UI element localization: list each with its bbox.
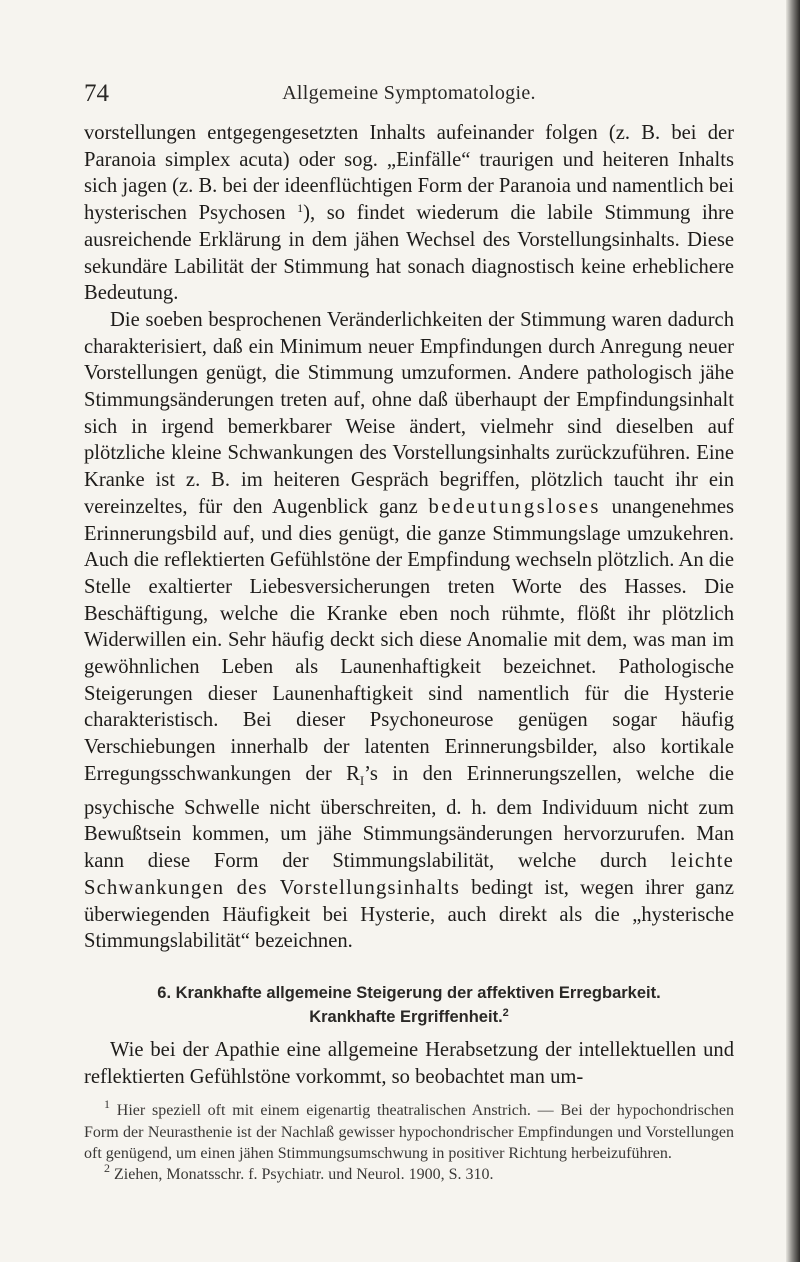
running-title: Allgemeine Symptomatologie. (282, 82, 536, 104)
footnotes (84, 1097, 735, 1185)
footnote-ref: 1 (297, 201, 304, 216)
paragraph: vorstellungen entgegengesetzten Inhalts aufeinander folgen (z. B. bei der Paranoia simplex acuta) oder sog. „Einfälle“ traurigen und heiteren Inhalts sich jagen (z. B. bei der ideenflüchtigen Form der Paranoia und namentlich bei hysterischen Psychosen $^1$), so findet wiederum die labile Stimmung ihre ausreichende Erklärung in dem jähen Wechsel des Vorstellungsinhalts. Diese sekundäre Labilität der Stimmung hat sonach diagnostisch keine erheblichere Bedeutung. (84, 122, 735, 305)
footnote: $^1$ Hier speziell oft mit einem eigenartig theatralischen Anstrich. — Bei der hypochondrischen Form der Neurasthenie ist der Nachlaß gewisser hypochondrischer Empfindungen und Vorstellungen oft genügend, um einen jähen Stimmungsumschwung in positiver Richtung herbeizuführen. (84, 1097, 735, 1162)
subscript: I (359, 772, 365, 788)
footnote: $^2$ Ziehen, Monatsschr. f. Psychiatr. und Neurol. 1900, S. 310. (104, 1161, 494, 1184)
page-edge-shadow (786, 0, 800, 1262)
section-heading: 6. Krankhafte allgemeine Steigerung der affektiven Erregbarkeit. Krankhafte Ergriffenheit.$^2$ (157, 983, 661, 1026)
page-number: 74 (84, 80, 109, 107)
emphasis-spaced: leichte Schwankungen des Vorstellungsinhalts (84, 850, 734, 899)
footnote-ref: 2 (502, 1006, 509, 1019)
paragraph: Wie bei der Apathie eine allgemeine Herabsetzung der intellektuellen und reflektierten Gefühlstöne vorkommt, so beobachtet man um- (84, 1038, 734, 1088)
main-text (84, 120, 734, 1186)
paragraph: Die soeben besprochenen Veränderlichkeiten der Stimmung waren dadurch charakterisiert, daß ein Minimum neuer Empfindungen durch Anregung neuer Vorstellungen genügt, die Stimmung umzuformen. Andere pathologisch jähe Stimmungsänderungen treten auf, ohne daß überhaupt der Empfindungsinhalt sich in irgend bemerkbarer Weise ändert, vielmehr sind dieselben auf plötzliche kleine Schwankungen des Vorstellungsinhalts zurückzuführen. Eine Kranke ist z. B. im heiteren Gespräch begriffen, plötzlich taucht ihr ein vereinzeltes, für den Augenblick ganz bedeutungsloses unangenehmes Erinnerungsbild auf, und dies genügt, die ganze Stimmungslage umzukehren. Auch die reflektierten Gefühlstöne der Empfindung wechseln plötzlich. An die Stelle exaltierter Liebesversicherungen treten Worte des Hasses. Die Beschäftigung, welche die Kranke eben noch rühmte, flößt ihr plötzlich Widerwillen ein. Sehr häufig deckt sich diese Anomalie mit dem, was man im gewöhnlichen Leben als Launenhaftigkeit bezeichnet. Pathologische Steigerungen dieser Launenhaftigkeit sind namentlich für die Hysterie charakteristisch. Bei dieser Psychoneurose genügen sogar häufig Verschiebungen innerhalb der latenten Erinnerungsbilder, also kortikale Erregungsschwankungen der $R_I’s$ in den Erinnerungszellen, welche die psychische Schwelle nicht überschreiten, d. h. dem Individuum nicht zum Bewußtsein kommen, um jähe Stimmungsänderungen hervorzurufen. Man kann diese Form der Stimmungslabilität, welche durch leichte Schwankungen des Vorstellungsinhalts bedingt ist, wegen ihrer ganz überwiegenden Häufigkeit bei Hysterie, auch direkt als die „hysterische Stimmungslabilität“ bezeichnen. (84, 308, 735, 953)
emphasis-spaced: bedeutungsloses (428, 495, 601, 518)
page-header (84, 80, 734, 110)
